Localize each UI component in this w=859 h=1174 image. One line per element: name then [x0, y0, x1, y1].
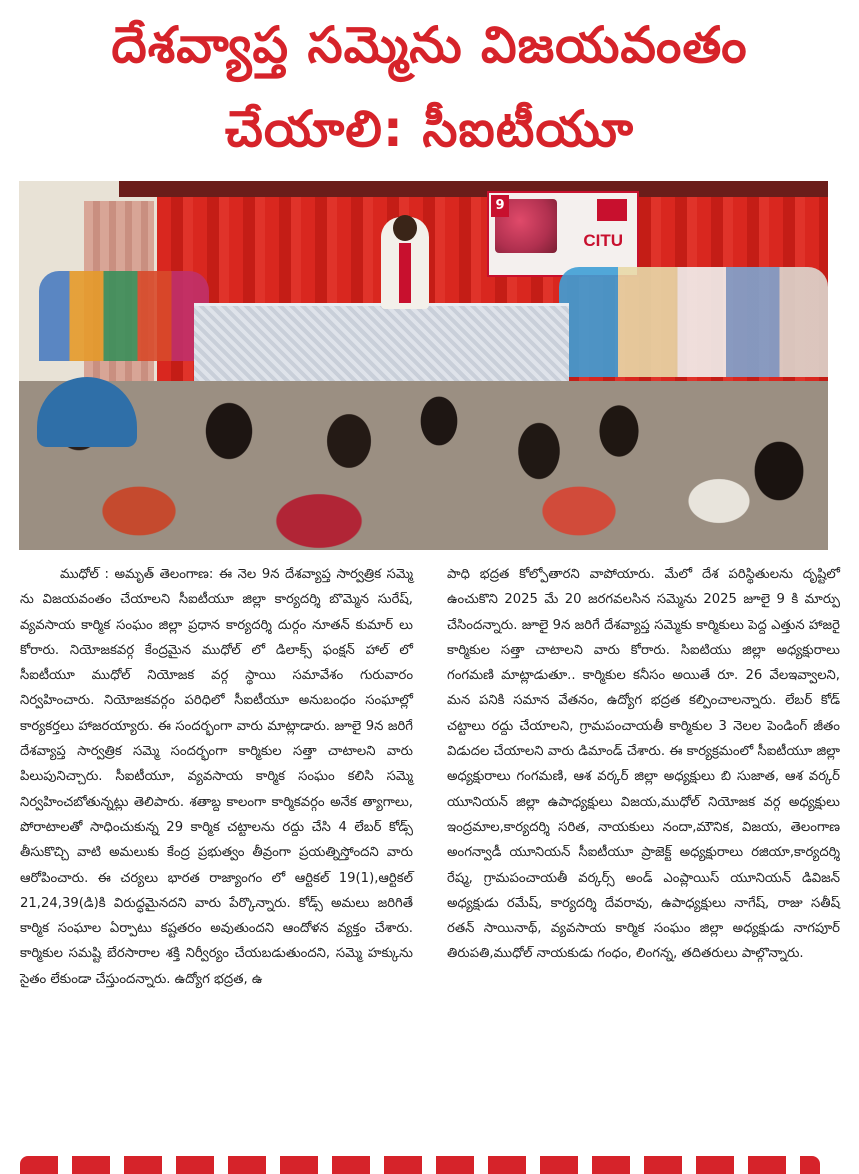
headline-line-2: చేయాలి: సీఐటీయూ	[224, 100, 635, 158]
article-body	[20, 562, 840, 1122]
citu-banner	[487, 191, 639, 277]
cropped-headline-strip	[20, 1156, 820, 1174]
photo-ceiling	[119, 181, 828, 197]
seated-women-left	[39, 271, 209, 361]
article-text-col1: ముధోల్ : అమృత్ తెలంగాణ: ఈ నెల 9న దేశవ్యాప్త సార్వత్రిక సమ్మె ను విజయవంతం చేయాలని సీఐటీయూ జిల్లా కార్యదర్శి బొమ్మెన సురేష్, వ్యవసాయ కార్మిక సంఘం జిల్లా ప్రధాన కార్యదర్శి దుర్గం నూతన్ కుమార్ లు కోరారు. నియోజకవర్గ కేంద్రమైన ముధోల్ లో డిలాక్స్ ఫంక్షన్ హాల్ లో సీఐటీయూ ముధోల్ నియోజక వర్గ స్థాయి సమావేశం గురువారం నిర్వహించారు. నియోజకవర్గం పరిధిలో సీఐటీయూ అనుబంధం సంఘాల్లో కార్యకర్తలు హాజరయ్యారు. ఈ సందర్భంగా వారు మాట్లాడారు. జూలై 9న జరిగే దేశవ్యాప్త సార్వత్రిక సమ్మె సందర్భంగా కార్మికుల సత్తా చాటాలని వారు పిలుపునిచ్చారు. సీఐటీయూ, వ్యవసాయ కార్మిక సంఘం కలిసి సమ్మె నిర్వహించబోతున్నట్లు తెలిపారు. శతాబ్ద కాలంగా కార్మికవర్గం అనేక త్యాగాలు, పోరాటాలతో సాధించుకున్న 29 కార్మిక చట్టాలను రద్దు చేసి 4 లేబర్ కోడ్స్ తీసుకొచ్చి వాటి అమలుకు కేంద్ర ప్రభుత్వం తీవ్రంగా ప్రయత్నిస్తోందని వారు ఆరోపించారు. ఈ చర్యలు భారత రాజ్యాంగం లో ఆర్టికల్ 19(1),ఆర్టికల్ 21,24,39(డి)కి విరుద్ధమైనదని వారు పేర్కొన్నారు. కోడ్స్ అమలు జరిగితే కార్మిక సంఘాల ఏర్పాటు కష్టతరం అవుతుందని ఆందోళన వ్యక్తం చేశారు. కార్మికుల సమష్టి బేరసారాల శక్తి నిర్వీర్యం చేయబడుతుందని, సమ్మె హక్కును సైతం లేకుండా చేస్తుందన్నారు. ఉద్యోగ భద్రత, ఉ	[20, 567, 413, 987]
meeting-photo	[19, 181, 828, 550]
banner-number: 9	[491, 195, 509, 217]
headline-line-1: దేశవ్యాప్త సమ్మెను విజయవంతం	[111, 16, 748, 74]
audience-crowd	[19, 361, 828, 550]
speaker-figure	[381, 217, 429, 309]
article-text-col2: పాధి భద్రత కోల్పోతారని వాపోయారు. మేలో దేశ పరిస్థితులను దృష్టిలో ఉంచుకొని 2025 మే 20 జరగవలసిన సమ్మెను 2025 జూలై 9 కి మార్పు చేసిందన్నారు. జూలై 9న జరిగే దేశవ్యాప్త సమ్మెకు కార్మికులు పెద్ద ఎత్తున హాజరై కార్మికుల సత్తా చాటాలని వారు కోరారు. సిఐటియు జిల్లా అధ్యక్షురాలు గంగమణి మాట్లాడుతూ.. కార్మికుల కనీసం అయితే రూ. 26 వేలఇవ్వాలని, మన పనికి సమాన వేతనం, ఉద్యోగ భద్రత కల్పించాలన్నారు. లేబర్ కోడ్ చట్టాలు రద్దు చేయాలని, గ్రామపంచాయతీ కార్మికుల 3 నెలల పెండింగ్ జీతం విడుదల చేయాలని వారు డిమాండ్ చేశారు. ఈ కార్యక్రమంలో సీఐటీయూ జిల్లా అధ్యక్షురాలు గంగమణి, ఆశ వర్కర్ జిల్లా అధ్యక్షులు బి సుజాత, ఆశ వర్కర్ యూనియన్ జిల్లా ఉపాధ్యక్షులు విజయ,ముధోల్ నియోజక వర్గ అధ్యక్షులు ఇంద్రమాల,కార్యదర్శి సరిత, నాయకులు నందా,మౌనిక, విజయ, తెలంగాణ అంగన్వాడీ యూనియన్ సీఐటీయూ ప్రాజెక్ట్ అధ్యక్షురాలు రజియా,కార్యదర్శి రేష్మ, గ్రామపంచాయతీ వర్కర్స్ అండ్ ఎంప్లాయిస్ యూనియన్ డివిజన్ అధ్యక్షుడు రమేష్, కార్యదర్శి దేవరావు, ఉపాధ్యక్షులు నాగేష్, రాజు సతీష్ రతన్ సాయినాథ్, వ్యవసాయ కార్మిక సంఘం జిల్లా అధ్యక్షుడు నాగపూర్ తిరుపతి,ముధోల్ నాయకుడు గంధం, లింగన్న, తదితరులు పాల్గొన్నారు.	[447, 567, 840, 962]
article-column-1	[20, 562, 413, 1122]
next-article-headline-cropped	[0, 1138, 859, 1174]
banner-brand: CITU	[583, 231, 623, 250]
banner-flag-icon	[597, 199, 627, 221]
article-column-2	[447, 562, 840, 1122]
